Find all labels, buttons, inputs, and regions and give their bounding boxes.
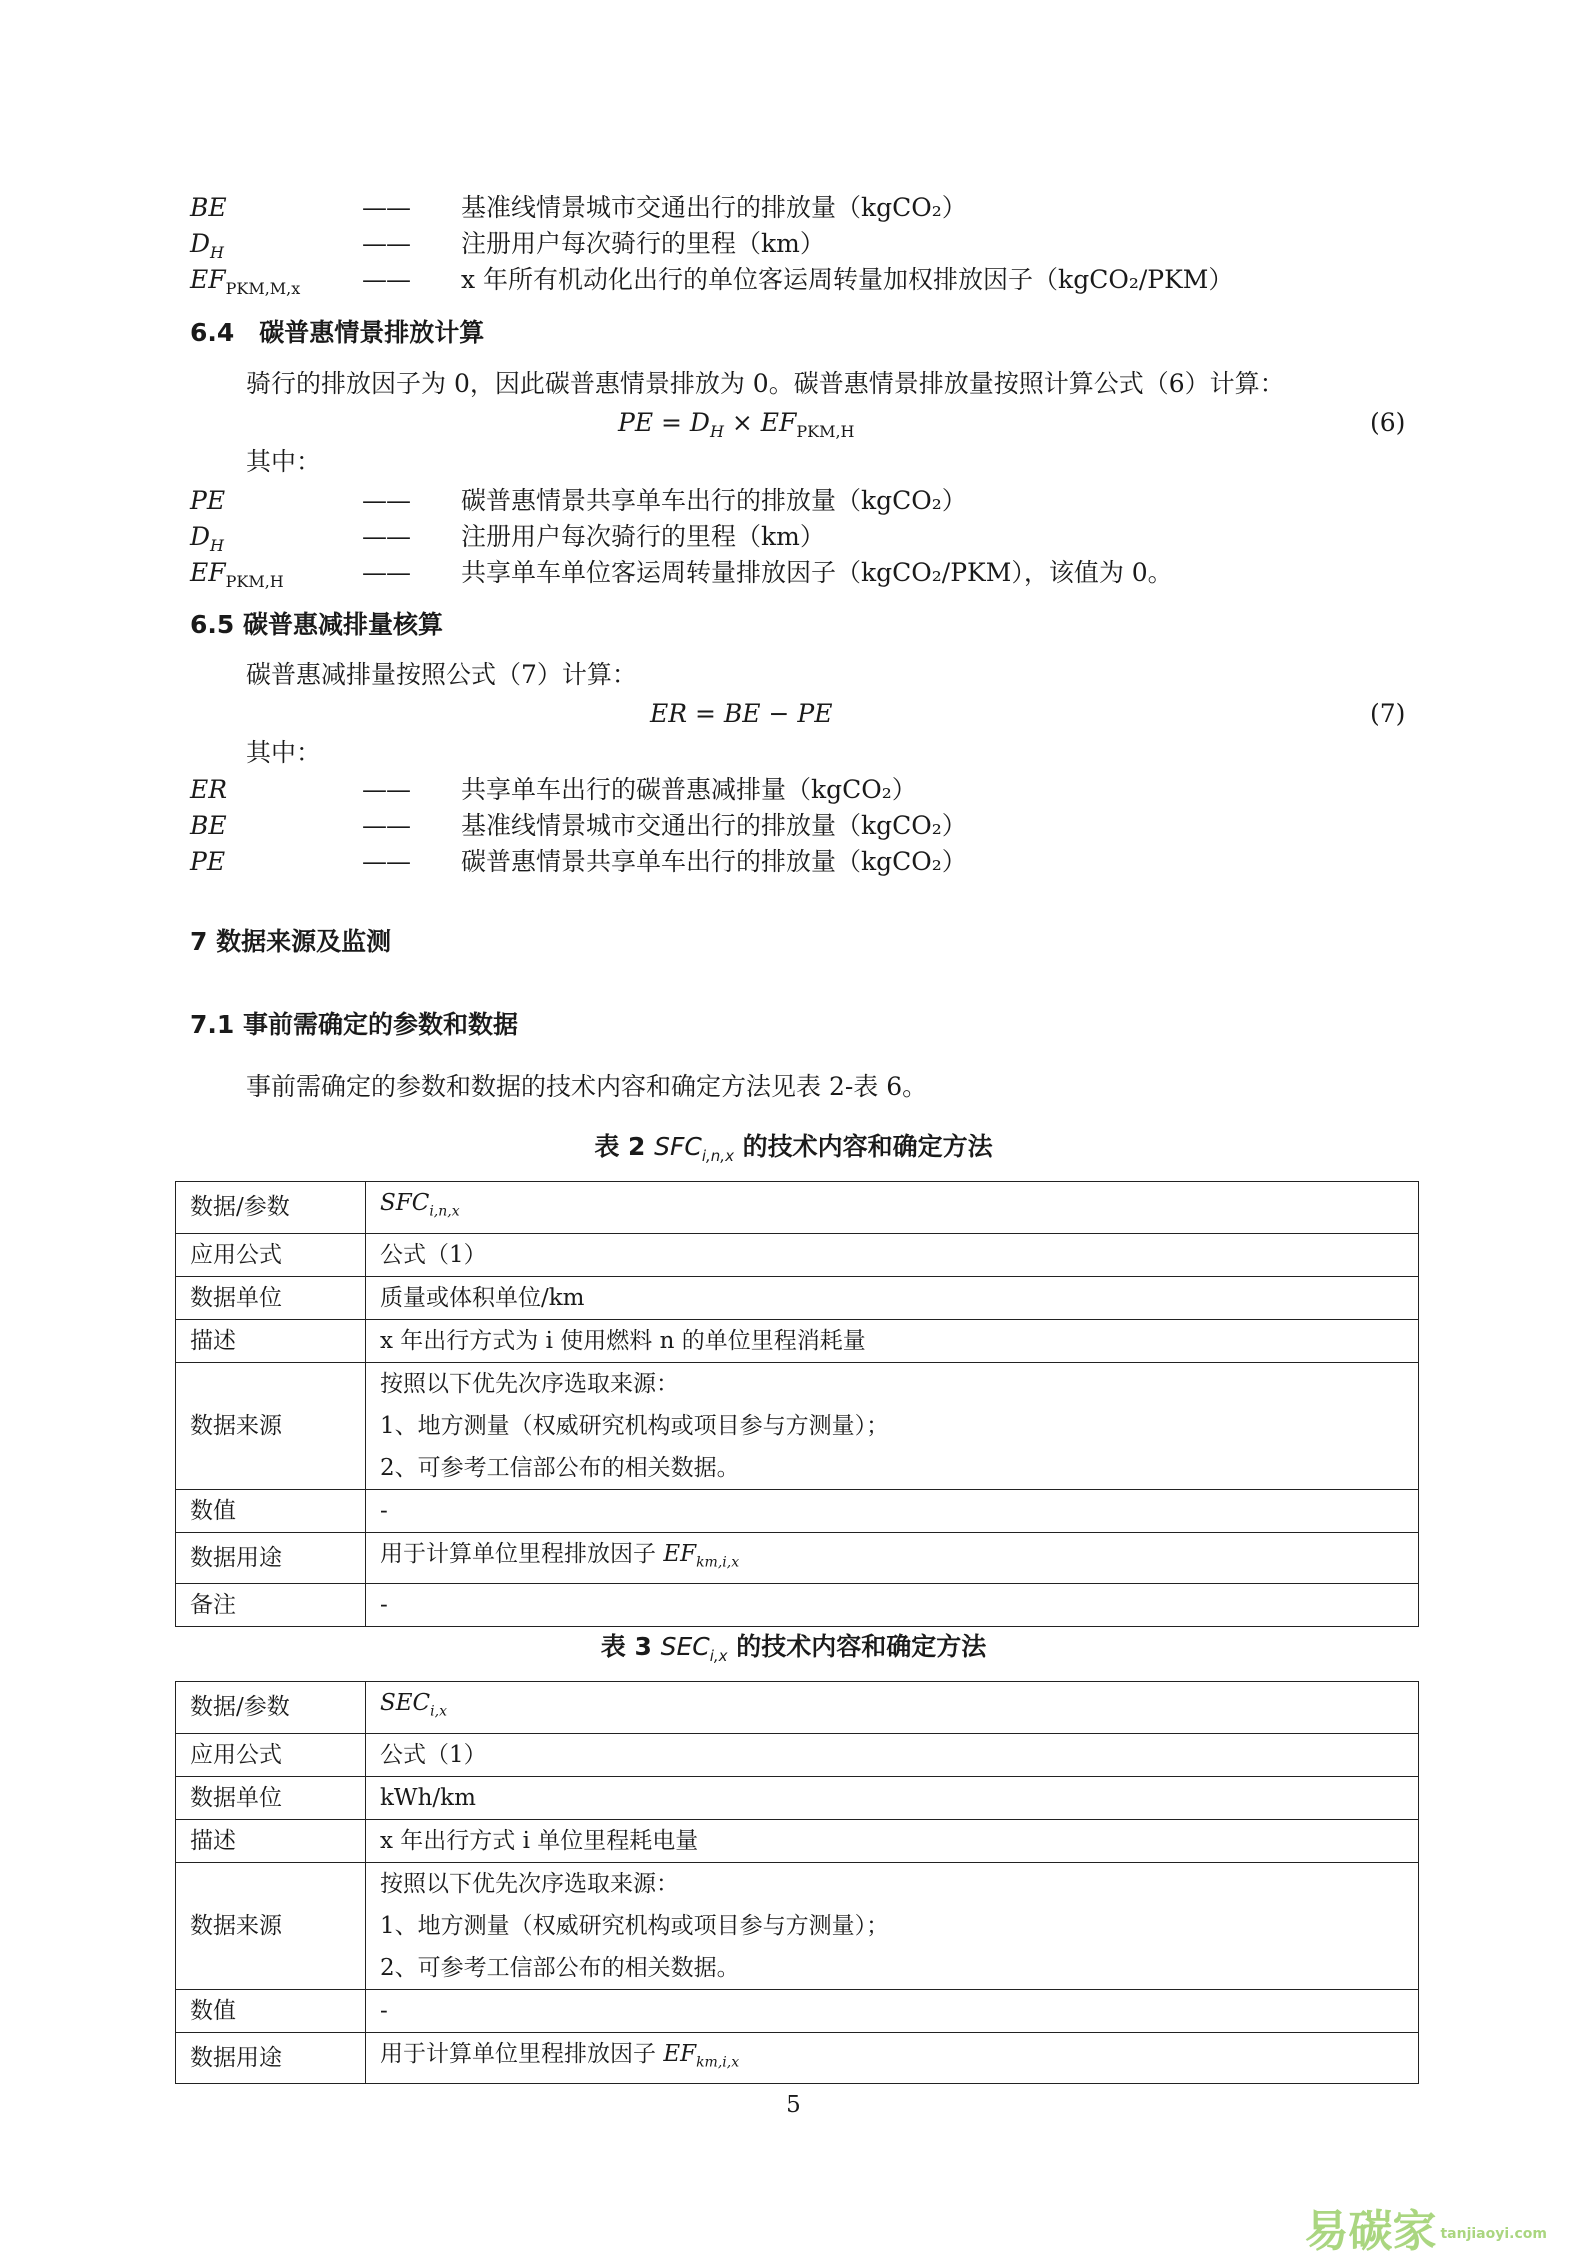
table-row [176, 1682, 1419, 1734]
definition-pe: 碳普惠情景共享单车出行的排放量（kgCO₂） [461, 486, 967, 515]
table-cell-value [366, 1862, 1419, 1989]
equation-number-7: (7) [1370, 699, 1406, 728]
equation-number-6: (6) [1370, 408, 1406, 437]
symbol-pe: PE [190, 847, 226, 876]
dash: —— [362, 558, 410, 587]
paragraph-7-1: 事前需确定的参数和数据的技术内容和确定方法见表 2-表 6。 [246, 1072, 928, 1101]
where-label: 其中： [246, 447, 322, 476]
table-2-caption: 表 2 $SFC_{i,n,x}$ 的技术内容和确定方法 [594, 1132, 993, 1165]
table-cell-label: 应用公式 [176, 1233, 366, 1276]
table-cell-label: 数据/参数 [176, 1682, 366, 1734]
formula-7: ER = BE − PE [650, 699, 833, 728]
source-line: 2、可参考工信部公布的相关数据。 [380, 1954, 740, 1981]
where-label: 其中： [246, 738, 322, 767]
table-cell-label: 数据来源 [176, 1362, 366, 1489]
table-row [176, 1584, 1419, 1627]
table-row [176, 1776, 1419, 1819]
table-cell-value: kWh/km [366, 1776, 1419, 1819]
table-row [176, 1276, 1419, 1319]
source-line: 2、可参考工信部公布的相关数据。 [380, 1454, 740, 1481]
table-cell-label: 应用公式 [176, 1733, 366, 1776]
watermark-logo [1304, 2195, 1547, 2259]
table-row [176, 1182, 1419, 1234]
definition-dh: 注册用户每次骑行的里程（km） [461, 229, 825, 258]
definition-ef-pkm-h: 共享单车单位客运周转量排放因子（kgCO₂/PKM），该值为 0。 [461, 558, 1173, 587]
table-cell-value: x 年出行方式为 i 使用燃料 n 的单位里程消耗量 [366, 1319, 1419, 1362]
table-row [176, 1989, 1419, 2032]
source-line: 按照以下优先次序选取来源： [380, 1370, 679, 1397]
table-cell-value: 公式（1） [366, 1233, 1419, 1276]
source-line: 按照以下优先次序选取来源： [380, 1870, 679, 1897]
table-cell-value: $SEC_{i,x}$ [366, 1682, 1419, 1734]
table-cell-label: 数据/参数 [176, 1182, 366, 1234]
source-line: 1、地方测量（权威研究机构或项目参与方测量）； [380, 1912, 890, 1939]
table-cell-value: 用于计算单位里程排放因子 $EF_{km,i,x}$ [366, 2032, 1419, 2084]
table-cell-label: 备注 [176, 1584, 366, 1627]
table-cell-label: 数值 [176, 1989, 366, 2032]
section-heading-6-5: 6.5 碳普惠减排量核算 [190, 610, 443, 639]
table-row [176, 1862, 1419, 1989]
table-cell-label: 数值 [176, 1489, 366, 1532]
table-cell-label: 数据用途 [176, 2032, 366, 2084]
table-row [176, 1532, 1419, 1584]
table-cell-value: 公式（1） [366, 1733, 1419, 1776]
table-3-caption: 表 3 $SEC_{i,x}$ 的技术内容和确定方法 [600, 1632, 987, 1665]
symbol-be: BE [190, 193, 227, 222]
watermark-sub: tanjiaoyi.com [1440, 2226, 1547, 2242]
dash: —— [362, 847, 410, 876]
table-2 [175, 1181, 1419, 1627]
dash: —— [362, 522, 410, 551]
table-cell-label: 数据单位 [176, 1776, 366, 1819]
section-heading-6-4: 6.4 碳普惠情景排放计算 [190, 318, 485, 347]
table-cell-value: - [366, 1584, 1419, 1627]
table-cell-label: 数据来源 [176, 1862, 366, 1989]
table-cell-value: - [366, 1489, 1419, 1532]
table-cell-label: 描述 [176, 1819, 366, 1862]
table-row [176, 1733, 1419, 1776]
dash: —— [362, 811, 410, 840]
table-cell-value [366, 1362, 1419, 1489]
symbol-ef-pkm-m-x: $EF_{PKM,M,x}$ [190, 265, 301, 298]
table-cell-value: x 年出行方式 i 单位里程耗电量 [366, 1819, 1419, 1862]
watermark-text: 易碳家 [1304, 2206, 1437, 2257]
dash: —— [362, 775, 410, 804]
section-heading-7: 7 数据来源及监测 [190, 927, 392, 956]
table-row [176, 1362, 1419, 1489]
dash: —— [362, 193, 410, 222]
section-heading-7-1: 7.1 事前需确定的参数和数据 [190, 1010, 518, 1039]
table-row [176, 1319, 1419, 1362]
table-cell-value: $SFC_{i,n,x}$ [366, 1182, 1419, 1234]
symbol-dh: $D_H$ [190, 229, 224, 262]
symbol-pe: PE [190, 486, 226, 515]
symbol-er: ER [190, 775, 228, 804]
symbol-ef-pkm-h: $EF_{PKM,H}$ [190, 558, 284, 591]
table-row [176, 2032, 1419, 2084]
table-cell-label: 数据单位 [176, 1276, 366, 1319]
table-cell-value: 质量或体积单位/km [366, 1276, 1419, 1319]
dash: —— [362, 486, 410, 515]
definition-pe: 碳普惠情景共享单车出行的排放量（kgCO₂） [461, 847, 967, 876]
table-cell-label: 描述 [176, 1319, 366, 1362]
paragraph-6-5: 碳普惠减排量按照公式（7）计算： [246, 660, 637, 689]
table-3 [175, 1681, 1419, 2084]
paragraph-6-4: 骑行的排放因子为 0，因此碳普惠情景排放为 0。碳普惠情景排放量按照计算公式（6）计算： [246, 369, 1285, 398]
definition-ef-pkm-m-x: x 年所有机动化出行的单位客运周转量加权排放因子（kgCO₂/PKM） [461, 265, 1234, 294]
source-line: 1、地方测量（权威研究机构或项目参与方测量）； [380, 1412, 890, 1439]
symbol-be: BE [190, 811, 227, 840]
formula-6: PE = $D_H \times EF_{PKM,H}$ [618, 408, 855, 441]
table-row [176, 1489, 1419, 1532]
definition-be: 基准线情景城市交通出行的排放量（kgCO₂） [461, 811, 967, 840]
table-cell-label: 数据用途 [176, 1532, 366, 1584]
definition-er: 共享单车出行的碳普惠减排量（kgCO₂） [461, 775, 917, 804]
definition-be: 基准线情景城市交通出行的排放量（kgCO₂） [461, 193, 967, 222]
table-cell-value: 用于计算单位里程排放因子 $EF_{km,i,x}$ [366, 1532, 1419, 1584]
definition-dh: 注册用户每次骑行的里程（km） [461, 522, 825, 551]
table-cell-value: - [366, 1989, 1419, 2032]
table-row [176, 1233, 1419, 1276]
dash: —— [362, 265, 410, 294]
table-row [176, 1819, 1419, 1862]
page-number: 5 [786, 2092, 801, 2118]
symbol-dh: $D_H$ [190, 522, 224, 555]
dash: —— [362, 229, 410, 258]
